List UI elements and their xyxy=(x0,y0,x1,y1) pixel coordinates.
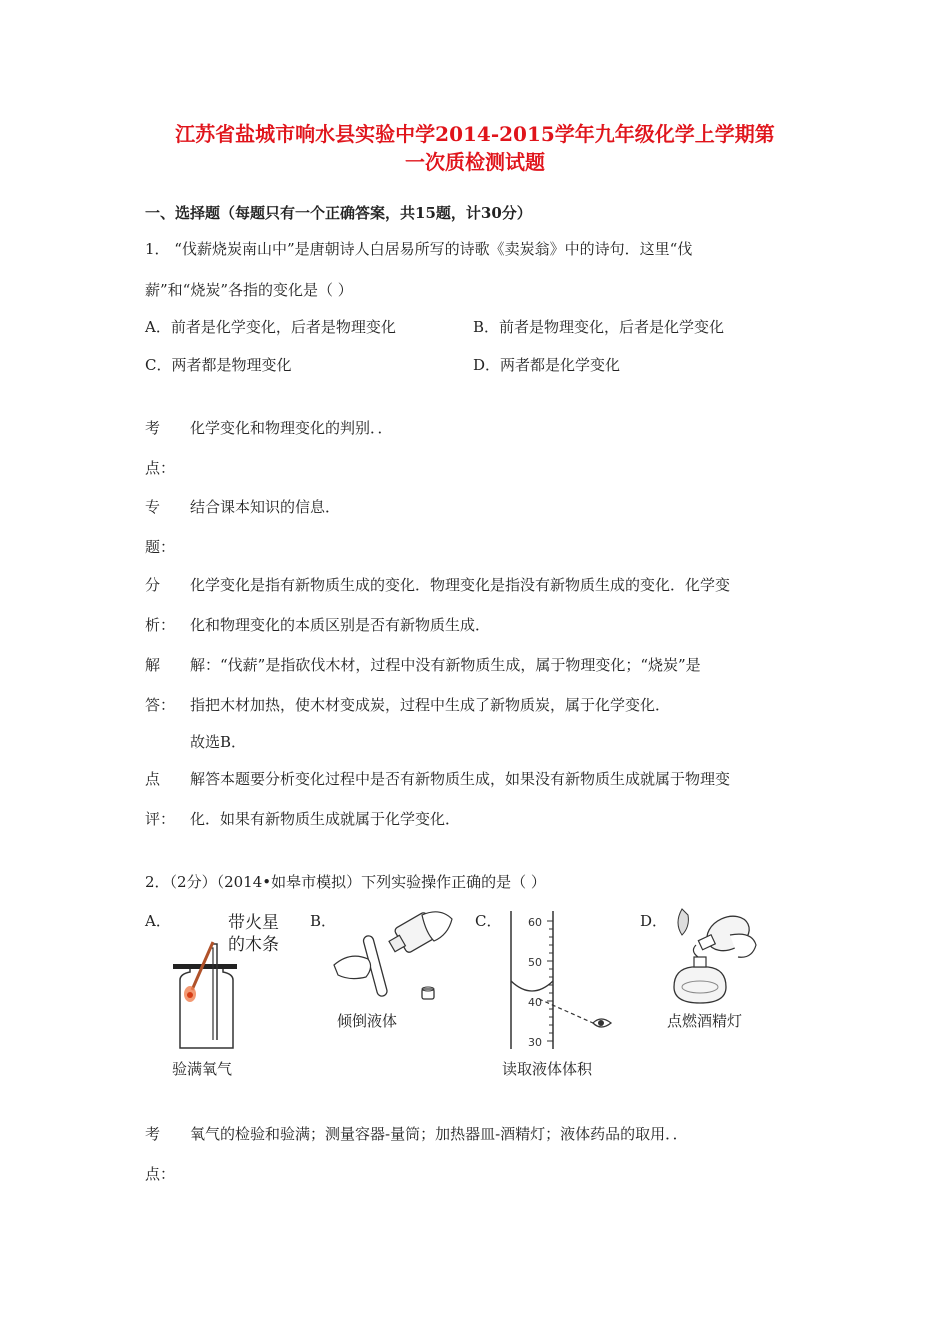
q1-zhuanti-text: 结合课本知识的信息． xyxy=(190,498,341,516)
q2-option-b-letter: B． xyxy=(310,912,337,930)
q1-stem-line1: 1． “伐薪烧炭南山中”是唐朝诗人白居易所写的诗歌《卖炭翁》中的诗句．这里“伐 xyxy=(145,240,693,258)
oxygen-bottle-figure xyxy=(165,940,245,1052)
q2-option-c-letter: C． xyxy=(475,912,502,930)
q1-jieda-text-2: 指把木材加热，使木材变成炭，过程中生成了新物质炭，属于化学变化． xyxy=(190,696,671,714)
q2-figB-caption: 倾倒液体 xyxy=(337,1012,398,1030)
q1-jieda-label-1: 解 xyxy=(145,656,161,674)
q1-jieda-text-3: 故选B． xyxy=(190,733,247,751)
q1-dianping-text-1: 解答本题要分析变化过程中是否有新物质生成，如果没有新物质生成就属于物理变 xyxy=(190,770,731,788)
cylinder-tick-60: 60 xyxy=(528,916,542,929)
q1-stem-line2: 薪”和“烧炭”各指的变化是（ ） xyxy=(145,281,353,299)
q1-jieda-text-1: 解：“伐薪”是指砍伐木材，过程中没有新物质生成，属于物理变化；“烧炭”是 xyxy=(190,656,701,674)
q1-kaodian-text: 化学变化和物理变化的判别．． xyxy=(190,419,393,437)
q1-zhuanti-label-2: 题： xyxy=(145,538,176,556)
graduated-cylinder-figure xyxy=(495,905,620,1055)
cylinder-tick-40: 40 xyxy=(528,996,542,1009)
q2-figA-caption: 验满氧气 xyxy=(172,1060,233,1078)
q1-option-d: D．两者都是化学变化 xyxy=(473,356,621,374)
q1-kaodian-label-1: 考 xyxy=(145,419,161,437)
q1-fenxi-label-2: 析： xyxy=(145,616,176,634)
pour-liquid-figure xyxy=(330,905,460,1010)
q1-dianping-text-2: 化．如果有新物质生成就属于化学变化． xyxy=(190,810,461,828)
q1-zhuanti-label-1: 专 xyxy=(145,498,161,516)
document-title-line1: 江苏省盐城市响水县实验中学2014-2015学年九年级化学上学期第 xyxy=(175,122,775,146)
q1-dianping-label-2: 评： xyxy=(145,810,176,828)
q2-figC-caption: 读取液体体积 xyxy=(502,1060,593,1078)
q1-jieda-label-2: 答： xyxy=(145,696,176,714)
q1-dianping-label-1: 点 xyxy=(145,770,161,788)
section-heading: 一、选择题（每题只有一个正确答案，共15题，计30分） xyxy=(145,204,532,222)
q1-kaodian-label-2: 点： xyxy=(145,459,176,477)
q1-fenxi-label-1: 分 xyxy=(145,576,161,594)
q2-kaodian-text: 氧气的检验和验满；测量容器-量筒；加热器皿-酒精灯；液体药品的取用．． xyxy=(190,1125,688,1143)
q2-stem: 2．（2分）（2014•如皋市模拟）下列实验操作正确的是（ ） xyxy=(145,873,546,891)
q2-figA-label-line1: 带火星 xyxy=(228,913,279,933)
q1-option-c: C．两者都是物理变化 xyxy=(145,356,292,374)
q2-option-a-letter: A． xyxy=(145,912,171,930)
q1-option-b: B．前者是物理变化，后者是化学变化 xyxy=(473,318,725,336)
q1-option-a: A．前者是化学变化，后者是物理变化 xyxy=(145,318,396,336)
q1-fenxi-text-1: 化学变化是指有新物质生成的变化．物理变化是指没有新物质生成的变化．化学变 xyxy=(190,576,731,594)
cylinder-tick-50: 50 xyxy=(528,956,542,969)
q2-figD-caption: 点燃酒精灯 xyxy=(667,1012,743,1030)
q2-kaodian-label-2: 点： xyxy=(145,1165,176,1183)
q2-option-d-letter: D． xyxy=(640,912,668,930)
q1-fenxi-text-2: 化和物理变化的本质区别是否有新物质生成． xyxy=(190,616,491,634)
q2-kaodian-label-1: 考 xyxy=(145,1125,161,1143)
cylinder-tick-30: 30 xyxy=(528,1036,542,1049)
alcohol-lamp-figure xyxy=(660,905,760,1010)
document-title-line2: 一次质检测试题 xyxy=(405,150,545,174)
q2-figA-label-line2: 的木条 xyxy=(228,935,279,955)
